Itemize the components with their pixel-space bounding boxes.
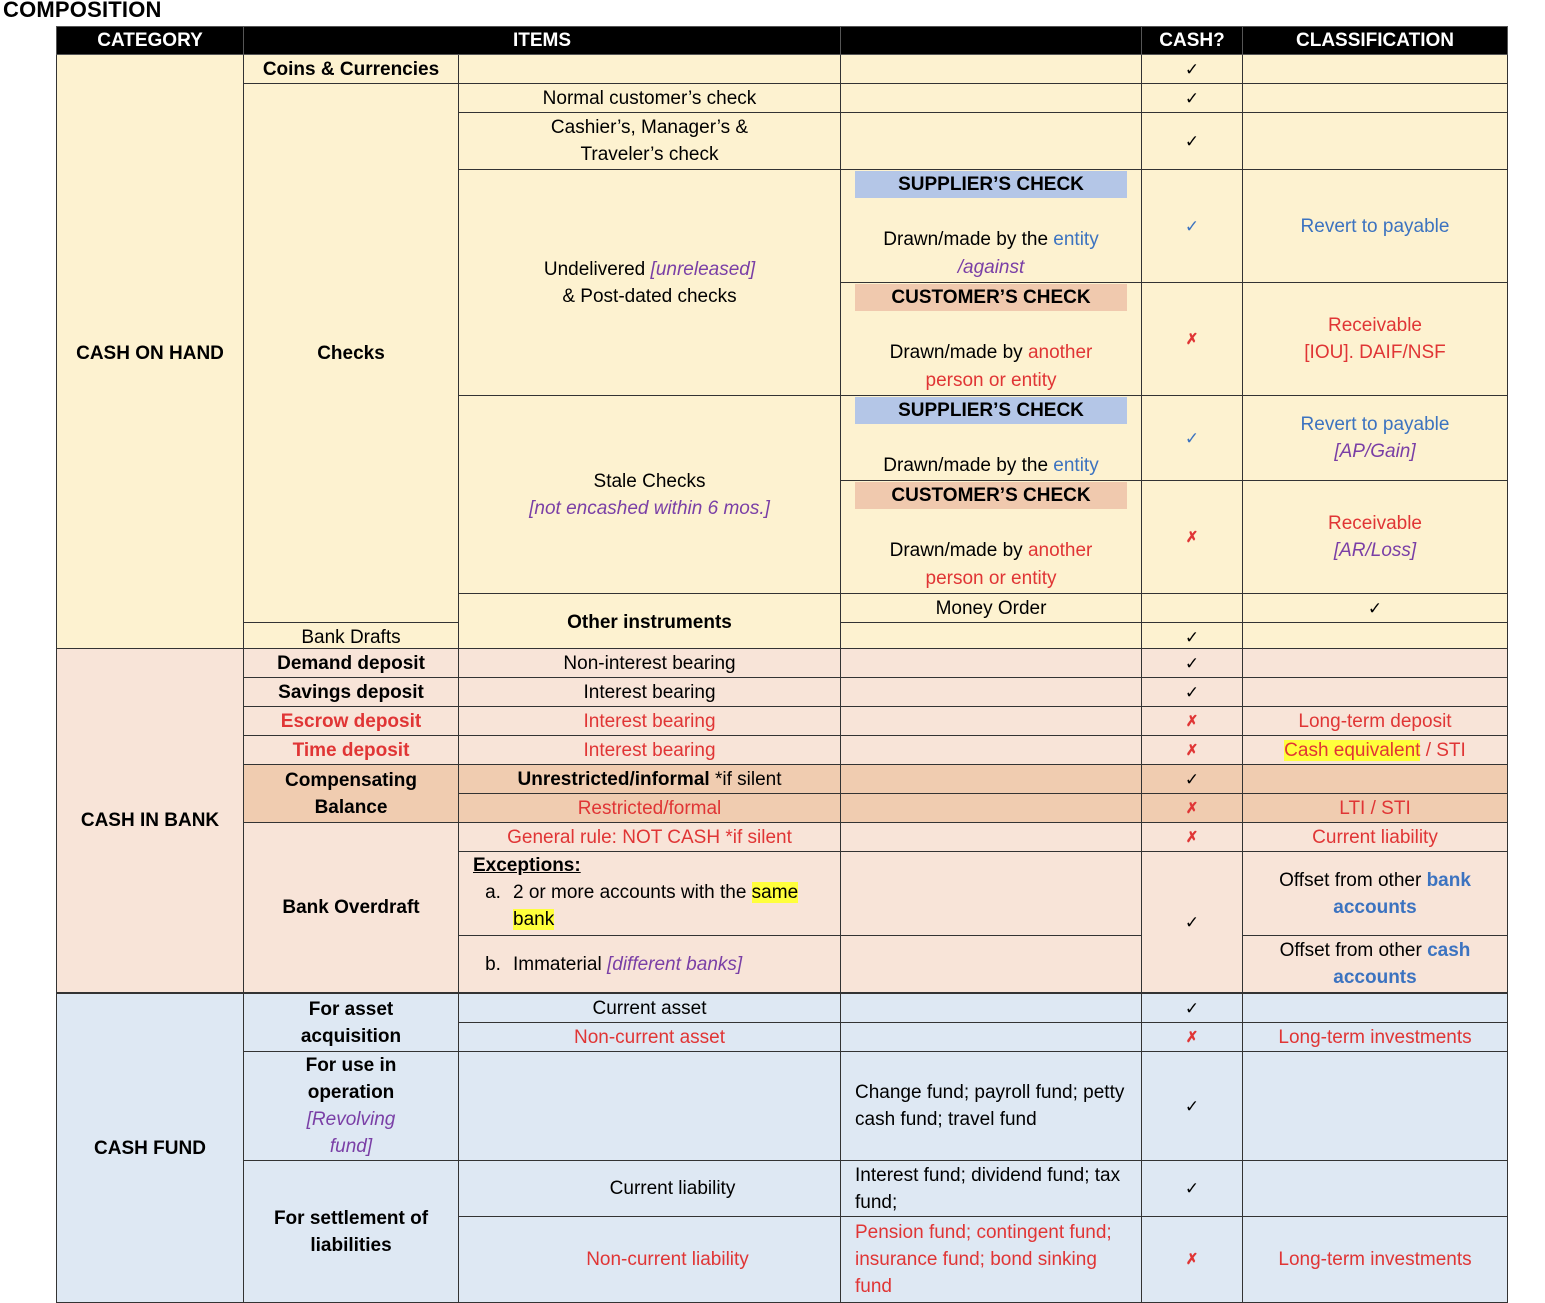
check-mark: ✓ bbox=[1142, 994, 1243, 1023]
header-row bbox=[57, 27, 1508, 55]
sub-savings-deposit: Savings deposit bbox=[244, 678, 459, 707]
supplier-check-cell bbox=[841, 170, 1142, 283]
empty-cell bbox=[841, 649, 1142, 678]
table-row bbox=[57, 994, 1508, 1023]
against-text: /against bbox=[957, 257, 1025, 278]
item-restricted: Restricted/formal bbox=[459, 794, 841, 823]
check-mark: ✓ bbox=[1142, 1052, 1243, 1161]
supplier-check-desc bbox=[845, 226, 1137, 282]
sub-demand-deposit: Demand deposit bbox=[244, 649, 459, 678]
empty-cell bbox=[841, 736, 1142, 765]
header-classification: CLASSIFICATION bbox=[1243, 27, 1508, 55]
item-stale-checks bbox=[459, 396, 841, 594]
class-offset-cash bbox=[1243, 936, 1508, 993]
empty-cell bbox=[1243, 1052, 1508, 1161]
exc-b-text bbox=[513, 951, 836, 978]
drawn-prefix: Drawn/made by the bbox=[883, 229, 1049, 250]
item-current-liability: Current liability bbox=[459, 1161, 841, 1217]
customer-check-cell bbox=[841, 283, 1142, 396]
ar-loss-text: [AR/Loss] bbox=[1333, 540, 1417, 561]
ap-gain-text: [AP/Gain] bbox=[1334, 441, 1416, 462]
exc-a-text bbox=[513, 879, 836, 933]
empty-cell bbox=[459, 1052, 841, 1161]
empty-cell bbox=[841, 794, 1142, 823]
iou-text: [IOU]. DAIF/NSF bbox=[1304, 342, 1446, 363]
sub-checks: Checks bbox=[244, 84, 459, 623]
item-current-asset: Current asset bbox=[459, 994, 841, 1023]
table-row bbox=[57, 765, 1508, 794]
sub-settlement-liabilities: For settlement of liabilities bbox=[244, 1161, 459, 1303]
empty-cell bbox=[1243, 994, 1508, 1023]
exc-b-main: Immaterial bbox=[513, 953, 602, 975]
table-row bbox=[57, 707, 1508, 736]
table-row bbox=[57, 823, 1508, 852]
revolving-text: [Revolving fund] bbox=[306, 1109, 396, 1157]
cross-mark: ✗ bbox=[1142, 736, 1243, 765]
category-cash-fund: CASH FUND bbox=[57, 994, 244, 1303]
undelivered-prefix: Undelivered bbox=[543, 258, 646, 280]
class-offset-bank bbox=[1243, 852, 1508, 936]
class-revert-payable: Revert to payable bbox=[1243, 170, 1508, 283]
check-mark: ✓ bbox=[1142, 678, 1243, 707]
check-mark: ✓ bbox=[1142, 649, 1243, 678]
another-text: another bbox=[1027, 540, 1093, 561]
another-text: another bbox=[1027, 342, 1093, 363]
check-mark: ✓ bbox=[1142, 1161, 1243, 1217]
stale-note: [not encashed within 6 mos.] bbox=[529, 497, 770, 519]
cross-mark: ✗ bbox=[1142, 481, 1243, 594]
class-revert-payable-stale bbox=[1243, 396, 1508, 481]
empty-cell bbox=[841, 823, 1142, 852]
cross-mark: ✗ bbox=[1142, 707, 1243, 736]
empty-cell bbox=[1243, 55, 1508, 84]
empty-cell bbox=[1243, 113, 1508, 170]
table-row bbox=[57, 1161, 1508, 1217]
customer-check-tag: CUSTOMER’S CHECK bbox=[855, 284, 1127, 311]
stale-title: Stale Checks bbox=[593, 470, 706, 492]
empty-cell bbox=[1243, 765, 1508, 794]
cross-mark: ✗ bbox=[1142, 823, 1243, 852]
sub-bank-overdraft: Bank Overdraft bbox=[244, 823, 459, 993]
cash-equivalent-text: Cash equivalent bbox=[1284, 739, 1421, 761]
item-noncurrent-asset: Non-current asset bbox=[459, 1023, 841, 1052]
if-silent-text: *if silent bbox=[709, 768, 782, 790]
sub-use-in-operation bbox=[244, 1052, 459, 1161]
cash-fund-table bbox=[56, 993, 1508, 1303]
offset-prefix: Offset from other bbox=[1279, 869, 1422, 891]
empty-cell bbox=[841, 84, 1142, 113]
empty-cell bbox=[841, 936, 1142, 993]
empty-cell bbox=[841, 765, 1142, 794]
cross-mark: ✗ bbox=[1142, 283, 1243, 396]
check-mark: ✓ bbox=[1142, 84, 1243, 113]
table-row bbox=[57, 84, 1508, 113]
empty-cell bbox=[841, 113, 1142, 170]
unrestricted-text: Unrestricted/informal bbox=[517, 768, 710, 790]
cross-mark: ✗ bbox=[1142, 1217, 1243, 1303]
exc-a-label: a. bbox=[485, 882, 501, 903]
item-normal-check: Normal customer’s check bbox=[459, 84, 841, 113]
header-category: CATEGORY bbox=[57, 27, 244, 55]
page-title: COMPOSITION bbox=[3, 0, 162, 22]
check-mark: ✓ bbox=[1142, 55, 1243, 84]
item-exception-b bbox=[459, 936, 841, 993]
item-undelivered-checks bbox=[459, 170, 841, 396]
empty-cell bbox=[1243, 678, 1508, 707]
cross-mark: ✗ bbox=[1142, 794, 1243, 823]
class-lti-sti: LTI / STI bbox=[1243, 794, 1508, 823]
cash-accounts-text: cash accounts bbox=[1333, 940, 1471, 988]
check-mark: ✓ bbox=[1243, 594, 1508, 623]
exceptions-label: Exceptions: bbox=[473, 855, 581, 876]
operation-text: For use in operation bbox=[305, 1055, 397, 1103]
receivable-text: Receivable bbox=[1328, 315, 1422, 336]
sub-escrow-deposit: Escrow deposit bbox=[244, 707, 459, 736]
undelivered-line2: & Post-dated checks bbox=[562, 285, 737, 307]
drawn-prefix: Drawn/made by the bbox=[883, 455, 1049, 476]
receivable-text: Receivable bbox=[1328, 513, 1422, 534]
sti-text: / STI bbox=[1420, 739, 1466, 761]
person-entity-text: person or entity bbox=[925, 568, 1057, 589]
sub-coins: Coins & Currencies bbox=[244, 55, 459, 84]
exc-b-label: b. bbox=[485, 953, 501, 975]
class-lt-investments-liab: Long-term investments bbox=[1243, 1217, 1508, 1303]
table-row bbox=[57, 1052, 1508, 1161]
item-exception-a bbox=[459, 852, 841, 936]
sub-compensating-balance: Compensating Balance bbox=[244, 765, 459, 823]
empty-cell bbox=[841, 994, 1142, 1023]
stale-supplier-cell bbox=[841, 396, 1142, 481]
sub-other-instruments: Other instruments bbox=[459, 594, 841, 652]
offset-prefix: Offset from other bbox=[1279, 940, 1422, 961]
op-funds: Change fund; payroll fund; petty cash fund; travel fund bbox=[841, 1052, 1142, 1161]
revert-text: Revert to payable bbox=[1300, 414, 1450, 435]
class-receivable-stale bbox=[1243, 481, 1508, 594]
empty-cell bbox=[1142, 594, 1243, 623]
exc-b-note: [different banks] bbox=[606, 953, 743, 975]
check-mark: ✓ bbox=[1142, 765, 1243, 794]
same-bank-highlight: same bank bbox=[513, 882, 799, 930]
item-bank-drafts: Bank Drafts bbox=[244, 623, 459, 652]
supplier-check-tag: SUPPLIER’S CHECK bbox=[855, 397, 1127, 424]
item-interest-bearing: Interest bearing bbox=[459, 678, 841, 707]
cash-composition-table bbox=[56, 26, 1508, 652]
entity-text: entity bbox=[1053, 455, 1099, 476]
item-escrow-interest: Interest bearing bbox=[459, 707, 841, 736]
class-current-liability: Current liability bbox=[1243, 823, 1508, 852]
empty-cell bbox=[459, 55, 841, 84]
customer-check-tag: CUSTOMER’S CHECK bbox=[855, 482, 1127, 509]
sub-time-deposit: Time deposit bbox=[244, 736, 459, 765]
cross-mark: ✗ bbox=[1142, 1023, 1243, 1052]
stale-supplier-desc bbox=[845, 452, 1137, 480]
header-cash: CASH? bbox=[1142, 27, 1243, 55]
item-noncurrent-liability: Non-current liability bbox=[459, 1217, 841, 1303]
empty-cell bbox=[841, 852, 1142, 936]
check-mark: ✓ bbox=[1142, 396, 1243, 481]
supplier-check-tag: SUPPLIER’S CHECK bbox=[855, 171, 1127, 198]
header-blank bbox=[841, 27, 1142, 55]
empty-cell bbox=[841, 707, 1142, 736]
empty-cell bbox=[841, 1023, 1142, 1052]
class-lt-investments: Long-term investments bbox=[1243, 1023, 1508, 1052]
table-row bbox=[57, 649, 1508, 678]
header-items: ITEMS bbox=[244, 27, 841, 55]
empty-cell bbox=[1243, 1161, 1508, 1217]
entity-text: entity bbox=[1053, 229, 1099, 250]
class-long-term-deposit: Long-term deposit bbox=[1243, 707, 1508, 736]
exc-a-main: 2 or more accounts with the bbox=[513, 882, 747, 903]
check-mark: ✓ bbox=[1142, 170, 1243, 283]
item-money-order: Money Order bbox=[841, 594, 1142, 623]
stale-customer-cell bbox=[841, 481, 1142, 594]
drawn-prefix: Drawn/made by bbox=[889, 342, 1023, 363]
empty-cell bbox=[841, 678, 1142, 707]
item-general-rule: General rule: NOT CASH *if silent bbox=[459, 823, 841, 852]
sub-asset-acquisition: For asset acquisition bbox=[244, 994, 459, 1052]
item-unrestricted bbox=[459, 765, 841, 794]
class-cash-equivalent bbox=[1243, 736, 1508, 765]
item-non-interest: Non-interest bearing bbox=[459, 649, 841, 678]
category-cash-on-hand: CASH ON HAND bbox=[57, 55, 244, 652]
check-mark: ✓ bbox=[1142, 852, 1243, 993]
empty-cell bbox=[1243, 649, 1508, 678]
drawn-prefix: Drawn/made by bbox=[889, 540, 1023, 561]
current-liability-funds: Interest fund; dividend fund; tax fund; bbox=[841, 1161, 1142, 1217]
customer-check-desc bbox=[845, 339, 1137, 395]
table-row bbox=[57, 736, 1508, 765]
item-cashiers-check: Cashier’s, Manager’s & Traveler’s check bbox=[459, 113, 841, 170]
undelivered-bracket: [unreleased] bbox=[650, 258, 756, 280]
category-cash-in-bank: CASH IN BANK bbox=[57, 649, 244, 993]
item-time-interest: Interest bearing bbox=[459, 736, 841, 765]
noncurrent-liability-funds: Pension fund; contingent fund; insurance fund; bond sinking fund bbox=[841, 1217, 1142, 1303]
table-row bbox=[57, 55, 1508, 84]
check-mark: ✓ bbox=[1142, 623, 1243, 652]
empty-cell bbox=[1243, 84, 1508, 113]
empty-cell bbox=[841, 55, 1142, 84]
bank-accounts-text: bank accounts bbox=[1333, 869, 1471, 918]
class-receivable bbox=[1243, 283, 1508, 396]
cash-in-bank-table bbox=[56, 648, 1508, 993]
table-row bbox=[57, 678, 1508, 707]
person-entity-text: person or entity bbox=[925, 370, 1057, 391]
stale-customer-desc bbox=[845, 537, 1137, 593]
check-mark: ✓ bbox=[1142, 113, 1243, 170]
